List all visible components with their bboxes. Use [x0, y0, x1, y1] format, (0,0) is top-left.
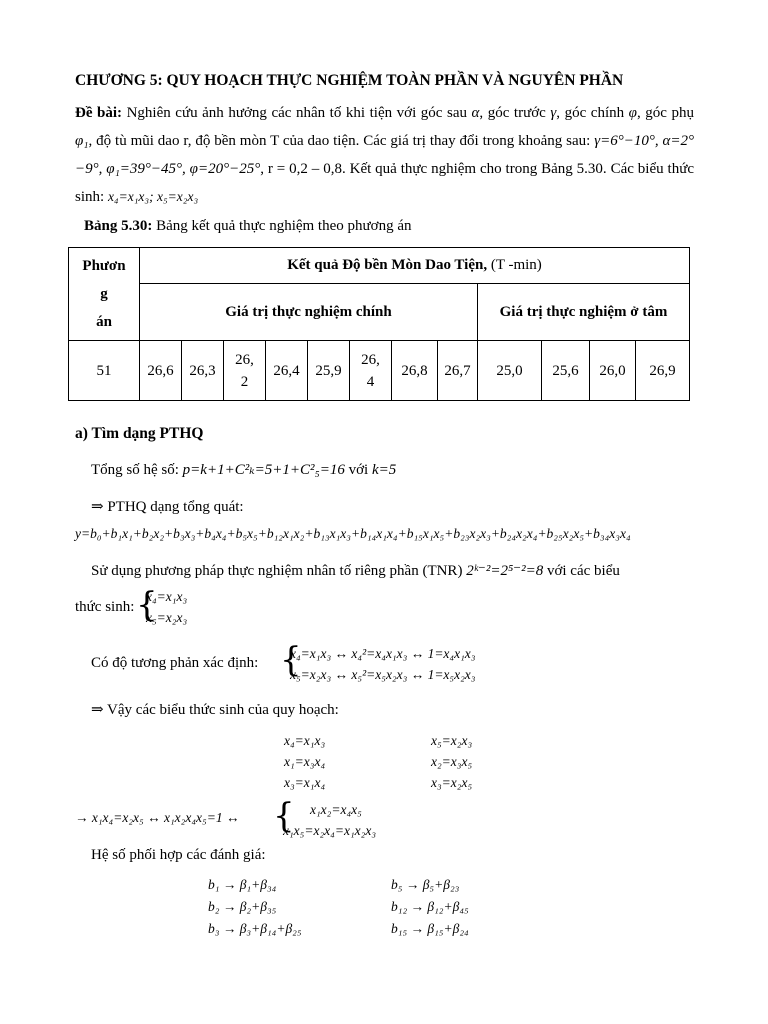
gen-expr-left: x₁=x₃x₄: [284, 754, 326, 769]
general-form-label: ⇒ PTHQ dạng tổng quát:: [91, 499, 244, 515]
main-value-cell: 26, 2: [224, 341, 266, 401]
problem-label: Đề bài:: [75, 105, 123, 121]
mix-left: b₂ → β₂+β₃₅: [208, 899, 277, 914]
table-caption: Bảng 5.30: Bảng kết quả thực nghiệm theo phương án: [84, 218, 412, 234]
plan-header: Phươn g án: [69, 248, 140, 341]
relation-line: x₁x₅=x₂x₄=x₁x₂x₃: [283, 823, 377, 838]
center-value-cell: 26,0: [590, 341, 636, 401]
plan-cell: 51: [69, 341, 140, 401]
gen-brace: {: [136, 585, 158, 625]
contrast-line: x₅=x₂x₃ ↔ x₅²=x₅x₂x₃ ↔ 1=x₅x₂x₃: [290, 667, 476, 682]
gen-label: thức sinh:: [75, 599, 135, 615]
mix-left: b₃ → β₃+β₁₄+β₂₅: [208, 921, 302, 936]
relation-brace: {: [273, 796, 295, 836]
relation-prefix: → x₁x₄=x₂x₅ ↔ x₁x₂x₄x₅=1 ↔: [75, 810, 240, 825]
main-value-cell: 25,9: [308, 341, 350, 401]
table-row: [69, 341, 690, 401]
general-equation: y=b₀+b₁x₁+b₂x₂+b₃x₃+b₄x₄+b₅x₅+b₁₂x₁x₂+b₁₃x₁x₃+b₁₄x₁x₄+b₁₅x₁x₅+b₂₃x₂x₃+b₂₄x₂x₄+b₂₅x₂x₅+b₃₄x₃x₄: [75, 526, 631, 541]
main-value-cell: 26,4: [266, 341, 308, 401]
main-value-cell: 26,8: [392, 341, 438, 401]
gen-expr-left: x₃=x₁x₄: [284, 775, 326, 790]
gen-expr-left: x₄=x₁x₃: [284, 733, 326, 748]
center-value-cell: 25,0: [478, 341, 542, 401]
chapter-title: CHƯƠNG 5: QUY HOẠCH THỰC NGHIỆM TOÀN PHẦN VÀ NGUYÊN PHẦN: [75, 72, 624, 89]
center-value-cell: 26,9: [636, 341, 690, 401]
gen-line: x₄=x₁x₃: [146, 589, 188, 604]
coef-line: Tổng số hệ số: p=k+1+C²ₖ=5+1+C²₅=16 với k=5: [91, 462, 397, 478]
mix-right: b₅ → β₅+β₂₃: [391, 877, 460, 892]
mix-left: b₁ → β₁+β₃₄: [208, 877, 277, 892]
gen-expr-right: x₅=x₂x₃: [431, 733, 473, 748]
sub-header-center: Giá trị thực nghiệm ở tâm: [478, 284, 690, 341]
main-value-cell: 26,6: [140, 341, 182, 401]
center-value-cell: 25,6: [542, 341, 590, 401]
gen-expr-label: ⇒ Vậy các biểu thức sinh của quy hoạch:: [91, 702, 339, 718]
relation-line: x₁x₂=x₄x₅: [310, 802, 362, 817]
mix-label: Hệ số phối hợp các đánh giá:: [91, 847, 266, 863]
main-header: Kết quả Độ bền Mòn Dao Tiện, (T -min): [140, 248, 690, 284]
section-a-heading: a) Tìm dạng PTHQ: [75, 425, 204, 442]
gen-line: x₅=x₂x₃: [146, 610, 188, 625]
main-value-cell: 26, 4: [350, 341, 392, 401]
mix-right: b₁₅ → β₁₅+β₂₄: [391, 921, 469, 936]
tnr-line: Sử dụng phương pháp thực nghiệm nhân tố riêng phần (TNR) 2ᵏ⁻²=2⁵⁻²=8 với các biểu: [91, 563, 620, 579]
mix-right: b₁₂ → β₁₂+β₄₅: [391, 899, 469, 914]
problem-paragraph: Đề bài: Nghiên cứu ảnh hưởng các nhân tố khi tiện với góc sau α, góc trước γ, góc chính φ, góc phụ φ₁, độ tù mũi dao r, độ bền mòn T của dao tiện. Các giá trị thay đổi trong khoảng sau: γ=6°−10°, α=2°−9°, φ₁=39°−45°, φ=20°−25°, r = 0,2 – 0,8. Kết quả thực nghiệm cho trong Bảng 5.30. Các biểu thức sinh: x₄=x₁x₃; x₅=x₂x₃: [75, 105, 694, 205]
gen-expr-right: x₃=x₂x₅: [431, 775, 473, 790]
gen-expr-right: x₂=x₃x₅: [431, 754, 473, 769]
contrast-label: Có độ tương phản xác định:: [91, 655, 259, 671]
main-value-cell: 26,3: [182, 341, 224, 401]
results-table: [68, 247, 690, 401]
sub-header-main: Giá trị thực nghiệm chính: [140, 284, 478, 341]
contrast-line: x₄=x₁x₃ ↔ x₄²=x₄x₁x₃ ↔ 1=x₄x₁x₃: [290, 646, 476, 661]
main-value-cell: 26,7: [438, 341, 478, 401]
contrast-brace: {: [280, 640, 302, 680]
